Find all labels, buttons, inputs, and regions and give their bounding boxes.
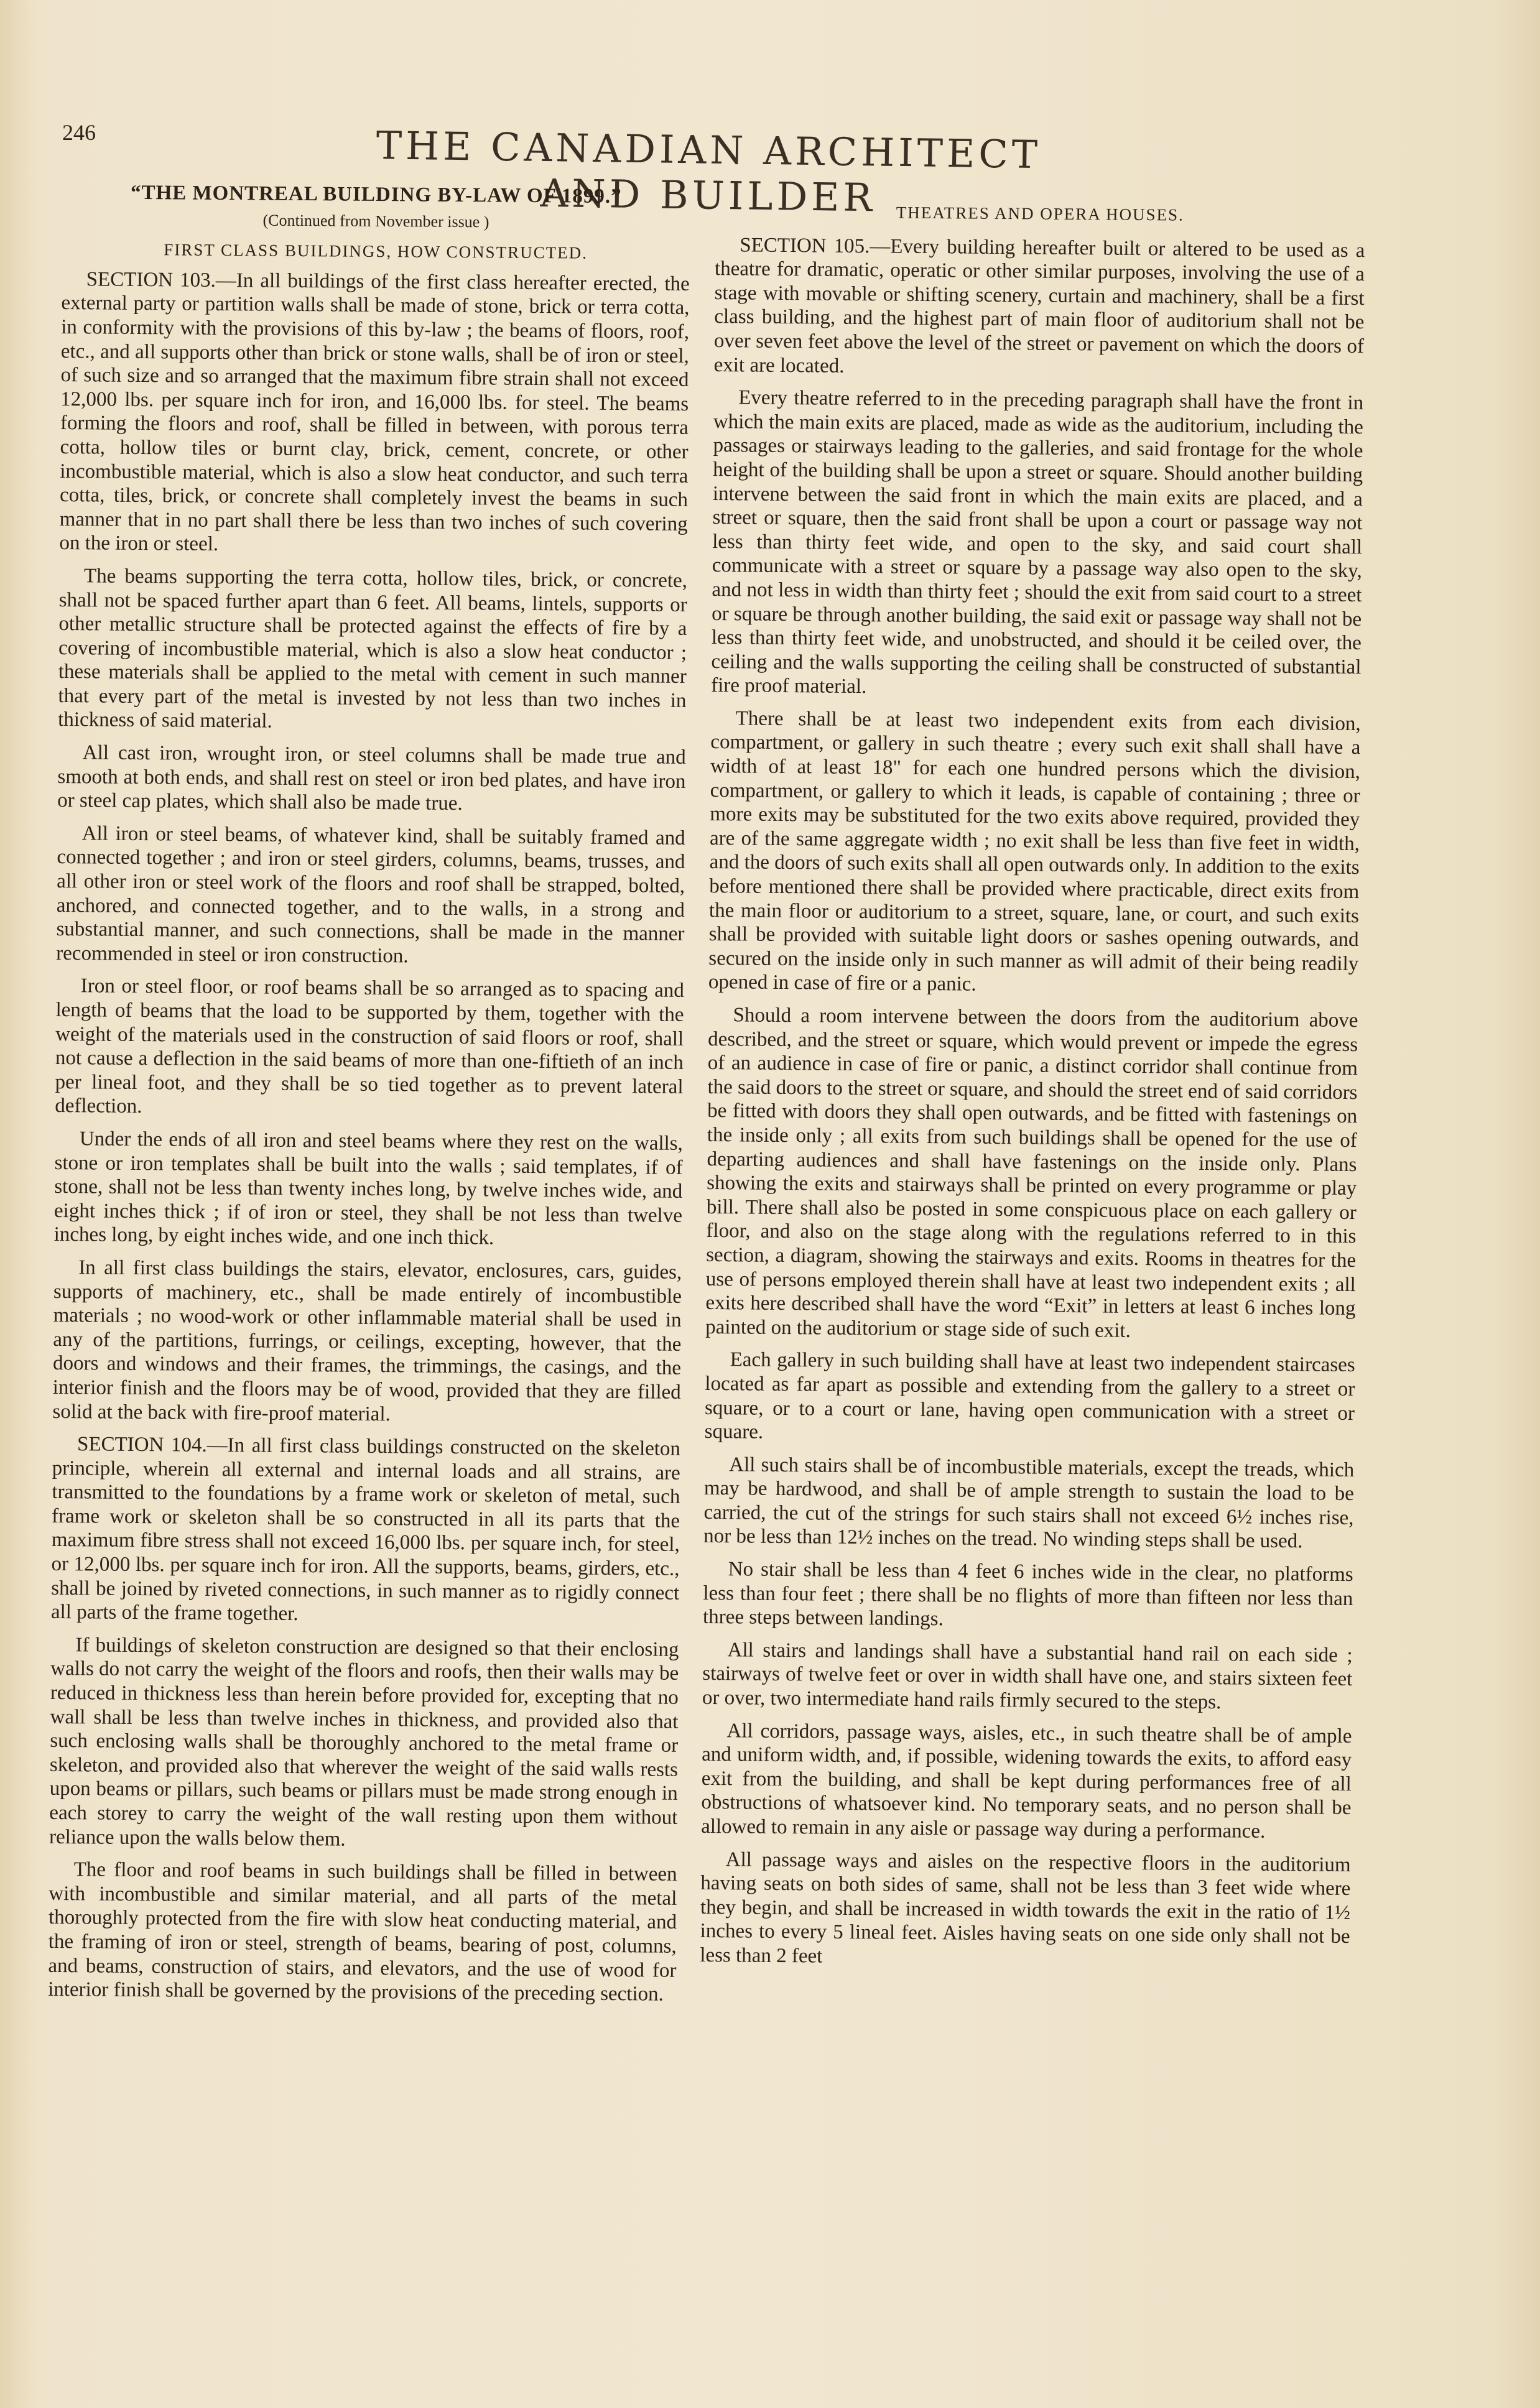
- paragraph: All cast iron, wrought iron, or steel columns shall be made true and smooth at both ends, and shall rest on steel or iron bed plates, and have iron or steel cap plates, which shall also be made true.: [57, 741, 686, 815]
- section-heading: FIRST CLASS BUILDINGS, HOW CONSTRUCTED.: [164, 240, 588, 262]
- paragraph: SECTION 103.—In all buildings of the first class hereafter erected, the external party or partition walls shall be made of stone, brick or terra cotta, in conformity with the provisions of this by-law ; the beams of floors, roof, etc., and all supports other than brick or stone walls, shall be of iron or steel, of such size and so arranged that the maximum fibre strain shall not exceed 12,000 lbs. per square inch for iron, and 16,000 lbs. for steel. The beams forming the floors and roof, shall be filled in between, with porous terra cotta, hollow tiles or burnt clay, brick, cement, concrete, or other incombustible material, which is also a slow heat conductor, and such terra cotta, tiles, brick, or concrete shall completely invest the beams in such manner that in no part shall there be less than two inches of such covering on the iron or steel.: [59, 268, 690, 556]
- page-number: 246: [62, 120, 96, 145]
- paragraph: All passage ways and aisles on the respective floors in the auditorium having seats on both sides of same, shall not be less than 3 feet wide where they begin, and shall be increased in width towards the exit in the ratio of 1½ inches to every 5 lineal feet. Aisles having seats on one side only shall not be less than 2 feet: [700, 1848, 1351, 1968]
- paragraph: The beams supporting the terra cotta, hollow tiles, brick, or concrete, shall not be spaced further apart than 6 feet. All beams, lintels, supports or other metallic structure shall be protected against the effects of fire by a covering of incombustible material, which is also a slow heat conductor ; these materials shall be applied to the metal with cement in such manner that every part of the metal is invested by not less than two inches in thickness of said material.: [58, 565, 688, 733]
- right-column: [700, 199, 1365, 1982]
- continuation-note: (Continued from November issue ): [262, 211, 489, 231]
- article-title: “THE MONTREAL BUILDING BY-LAW OF 1899.”: [130, 181, 622, 208]
- paragraph: If buildings of skeleton construction are designed so that their enclosing walls do not carry the weight of the floors and roofs, then their walls may be reduced in thickness less than herein before provided for, excepting that no wall shall be less than twelve inches in thickness, and provided also that such enclosing walls shall be thoroughly anchored to the metal frame or skeleton, and provided also that wherever the weight of the said walls rests upon beams or pillars, such beams or pillars must be made strong enough in each storey to carry the weight of the wall resting upon them without reliance upon the walls below them.: [49, 1634, 679, 1851]
- paragraph: All stairs and landings shall have a substantial hand rail on each side ; stairways of twelve feet or over in width shall have one, and stairs sixteen feet or over, two intermediate hand rails firmly secured to the steps.: [702, 1639, 1353, 1714]
- paragraph: Each gallery in such building shall have at least two independent staircases located as far apart as possible and extending from the gallery to a street or square, or to a court or lane, having open communication with a street or square.: [704, 1348, 1355, 1443]
- journal-masthead: THE CANADIAN ARCHITECT AND BUILDER: [376, 123, 1042, 221]
- paragraph: Under the ends of all iron and steel beams where they rest on the walls, stone or iron templates shall be built into the walls ; said templates, if of stone, shall not be less than twenty inches long, by twelve inches wide, and eight inches thick ; if of iron or steel, they shall be not less than twelve inches long, by eight inches wide, and one inch thick.: [53, 1128, 684, 1249]
- section-heading: THEATRES AND OPERA HOUSES.: [896, 203, 1184, 225]
- paragraph: In all first class buildings the stairs, elevator, enclosures, cars, guides, supports of machinery, etc., shall be made entirely of incombustible materials ; no wood-work or other inflammable material shall be used in any of the partitions, furrings, or ceilings, excepting, however, that the doors and windows and their frames, the trimmings, the casings, and the interior finish and the floors may be of wood, provided that they are filled solid at the back with fire-proof material.: [52, 1256, 682, 1425]
- paragraph: The floor and roof beams in such buildings shall be filled in between with incombustible and similar material, and all parts of the metal thoroughly protected from the fire with slow heat conducting material, and the framing of iron or steel, strength of beams, bearing of post, columns, and beams, construction of stairs, and elevators, and the use of wood for interior finish shall be governed by the provisions of the preceding section.: [48, 1858, 677, 2006]
- left-column: [48, 180, 690, 2016]
- paragraph: There shall be at least two independent exits from each division, compartment, or gallery in such theatre ; every such exit shall shall have a width of at least 18" for each one hundred persons which the division, compartment, or gallery to which it leads, is capable of containing ; three or more exits may be substituted for the two exits above required, provided they are of the same aggregate width ; no exit shall be less than five feet in width, and the doors of such exits shall all open outwards only. In addition to the exits before mentioned there shall be provided where practicable, direct exits from the main floor or auditorium to a street, square, lane, or court, and such exits shall be provided with suitable light doors or sashes opening outwards, and secured on the inside only in such manner as will admit of their being readily opened in case of fire or a panic.: [708, 707, 1361, 996]
- paragraph: Should a room intervene between the doors from the auditorium above described, and the street or square, which would prevent or impede the egress of an audience in case of fire or panic, a distinct corridor shall continue from the said doors to the street or square, and should the street end of said corridors be fitted with doors they shall open outwards, and be fitted with fastenings on the inside only ; all exits from such buildings shall be opened for the use of departing audiences and shall have fastenings on the inside only. Plans showing the exits and stairways shall be printed on every programme or play bill. There shall also be posted in some conspicuous place on each gallery or floor, and also on the stage along with the regulations referred to in this section, a diagram, showing the stairways and exits. Rooms in theatres for the use of persons employed therein shall have at least two independent exits ; all exits here described shall have the word “Exit” in letters at least 6 inches long painted on the auditorium or stage side of such exit.: [705, 1004, 1358, 1342]
- paragraph: Every theatre referred to in the preceding paragraph shall have the front in which the main exits are placed, made as wide as the auditorium, including the passages or stairways leading to the galleries, and said frontage for the whole height of the building shall be upon a street or square. Should another building intervene between the said front in which the main exits are placed, and a street or square, then the said front shall be upon a court or passage way not less than thirty feet wide, and open to the sky, and said court shall communicate with a street or square by a passage way also open to the sky, and not less in width than thirty feet ; should the exit from said court to a street or square be through another building, the said exit or passage way shall not be less than thirty feet wide, and unobstructed, and should it be ceiled over, the ceiling and the walls supporting the ceiling shall be constructed of substantial fire proof material.: [711, 386, 1364, 698]
- paragraph: All corridors, passage ways, aisles, etc., in such theatre shall be of ample and uniform width, and, if possible, widening towards the exits, to afford easy exit from the building, and shall be kept during performances free of all obstructions of whatsoever kind. No temporary seats, and no person shall be allowed to remain in any aisle or passage way during a performance.: [701, 1719, 1352, 1843]
- paragraph: SECTION 104.—In all first class buildings constructed on the skeleton principle, wherein all external and internal loads and all strains, are transmitted to the foundations by a frame work or skeleton of metal, such frame work or skeleton shall be so constructed in all its parts that the maximum fibre stress shall not exceed 16,000 lbs. per square inch, for steel, or 12,000 lbs. per square inch for iron. All the supports, beams, girders, etc., shall be joined by riveted connections, in such manner as to rigidly connect all parts of the frame together.: [50, 1433, 681, 1626]
- paragraph: All iron or steel beams, of whatever kind, shall be suitably framed and connected together ; and iron or steel girders, columns, beams, trusses, and all other iron or steel work of the floors and roof shall be strapped, bolted, anchored, and connected together, and to the walls, in a strong and substantial manner, and such connections, shall be made in the manner recommended in steel or iron construction.: [56, 822, 685, 968]
- paragraph: Iron or steel floor, or roof beams shall be so arranged as to spacing and length of beams that the load to be supported by them, together with the weight of the materials used in the construction of said floors or roof, shall not cause a deflection in the said beams of more than one-fiftieth of an inch per lineal foot, and they shall be so tied together as to prevent lateral deflection.: [55, 975, 684, 1118]
- paragraph: SECTION 105.—Every building hereafter built or altered to be used as a theatre for dramatic, operatic or other similar purposes, involving the use of a stage with movable or shifting scenery, curtain and machinery, shall be a first class building, and the highest part of main floor of auditorium shall not be over seven feet above the level of the street or pavement on which the doors of exit are located.: [713, 233, 1365, 377]
- paragraph: No stair shall be less than 4 feet 6 inches wide in the clear, no platforms less than four feet ; there shall be no flights of more than fifteen nor less than three steps between landings.: [702, 1558, 1353, 1631]
- paragraph: All such stairs shall be of incombustible materials, except the treads, which may be hardwood, and shall be of ample strength to sustain the load to be carried, the cut of the strings for such stairs shall not exceed 6½ inches rise, nor be less than 12½ inches on the tread. No winding steps shall be used.: [703, 1453, 1355, 1553]
